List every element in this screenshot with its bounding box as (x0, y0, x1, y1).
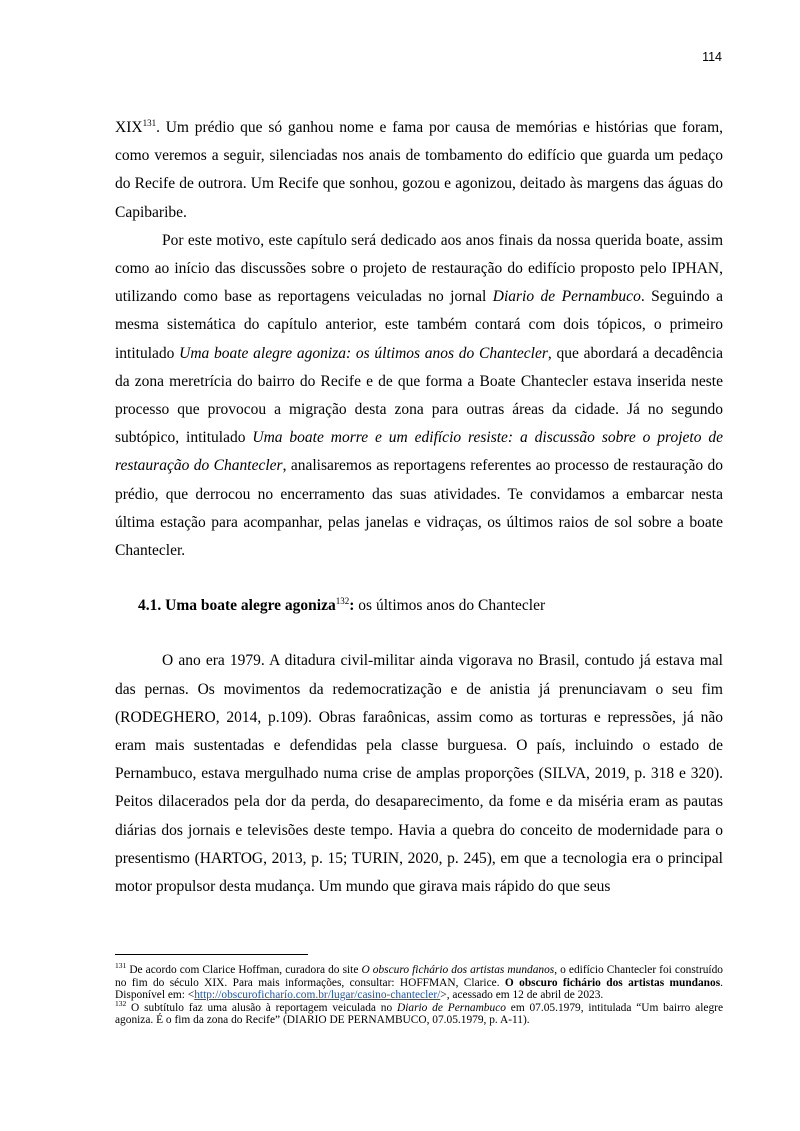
paragraph-1-text-b: . Um prédio que só ganhou nome e fama por causa de memórias e histórias que foram, como veremos a seguir, silenciadas nos anais de tombamento do edifício que guarda um pedaço do Recife de outrora. Um Recife que sonhou, gozou e agonizou, deitado às margens das águas do Capibaribe. (115, 119, 723, 221)
page-number: 114 (702, 50, 722, 64)
newspaper-title: Diario de Pernambuco (492, 288, 641, 306)
footnote-132-number: 132 (115, 998, 127, 1008)
section-heading-colon: : (349, 597, 355, 615)
paragraph-2-text-c: , que abordará a decadência da zona meretrícia do bairro do Recife e de que forma a Boate Chantecler estava inserida neste processo que provocou a migração desta zona para outras áreas da cidade. Já no segundo subtópico, intitulado (115, 344, 723, 447)
paragraph-2-text-b: . Seguindo a mesma sistemática do capítulo anterior, este também contará com dois tópicos, o primeiro intitulado (115, 288, 724, 362)
subtopic-2-title: Uma boate morre e um edifício resiste: a discussão sobre o projeto de restauração do Chantecler (115, 429, 724, 475)
paragraph-1-text-a: XIX (115, 119, 143, 136)
section-heading (115, 592, 723, 620)
footnote-131 (115, 961, 724, 1002)
footnote-131-text-c: . Disponível em: < (115, 976, 724, 1002)
footnote-131-number: 131 (115, 961, 127, 971)
paragraph-2-text-d: , analisaremos as reportagens referentes ao processo de restauração do prédio, que derrocou no encerramento das suas atividades. Te convidamos a embarcar nesta última estação para acompanhar, pelas janelas e vidraças, os últimos raios de sol sobre a boate Chantecler. (115, 457, 723, 560)
footnote-131-link[interactable]: http://obscuroficharío.com.br/lugar/casino-chantecler/ (194, 989, 441, 1002)
paragraph-2-text-a: Por este motivo, este capítulo será dedicado aos anos finais da nossa querida boate, assim como ao início das discussões sobre o projeto de restauração do edifício proposto pelo IPHAN, utilizando como base as reportagens veiculadas no jornal (115, 231, 723, 306)
footnote-131-bold-title: O obscuro fichário dos artistas mundanos (504, 976, 721, 989)
footnote-divider (115, 954, 308, 955)
footnote-132-newspaper: Diario de Pernambuco (397, 1001, 506, 1014)
paragraph-2 (115, 227, 723, 565)
footnote-ref-131[interactable]: 131 (142, 117, 157, 128)
subtopic-1-title: Uma boate alegre agoniza: os últimos anos do Chantecler (179, 344, 548, 362)
section-heading-bold: 4.1. Uma boate alegre agoniza (138, 597, 336, 615)
footnote-132-text-a: O subtítulo faz uma alusão à reportagem veiculada no (126, 1001, 397, 1014)
footnotes (115, 954, 723, 1027)
paragraph-3: O ano era 1979. A ditadura civil-militar ainda vigorava no Brasil, contudo já estava mal das pernas. Os movimentos da redemocratização e de anistia já prenunciavam o seu fim (RODEGHERO, 2014, p.109). Obras faraônicas, assim como as torturas e repressões, já não eram mais sustentadas e defendidas pela classe burguesa. O país, incluindo o estado de Pernambuco, estava mergulhado numa crise de amplas proporções (SILVA, 2019, p. 318 e 320). Peitos dilacerados pela dor da perda, do desaparecimento, da fome e da miséria eram as pautas diárias dos jornais e televisões deste tempo. Havia a quebra do conceito de modernidade para o presentismo (HARTOG, 2013, p. 15; TURIN, 2020, p. 245), em que a tecnologia era o principal motor propulsor desta mudança. Um mundo que girava mais rápido do que seus (115, 652, 723, 896)
footnote-132 (115, 998, 724, 1027)
footnote-131-text-d: >, acessado em 12 de abril de 2023. (440, 989, 604, 1002)
body-text (115, 114, 723, 901)
footnote-131-text-b: , o edifício Chantecler foi construído no fim do século XIX. Para mais informações, consultar: HOFFMAN, Clarice. (115, 964, 723, 989)
section-heading-rest: os últimos anos do Chantecler (354, 597, 546, 615)
footnote-131-text-a: De acordo com Clarice Hoffman, curadora do site (126, 964, 362, 976)
footnote-131-site-title: O obscuro fichário dos artistas mundanos (361, 964, 555, 976)
paragraph-1 (115, 114, 723, 227)
footnote-132-text-b: em 07.05.1979, intitulada “Um bairro alegre agoniza. É o fim da zona do Recife” (DIARIO DE PERNAMBUCO, 07.05.1979, p. A-11). (115, 1001, 724, 1027)
footnote-ref-132[interactable]: 132 (335, 596, 350, 607)
